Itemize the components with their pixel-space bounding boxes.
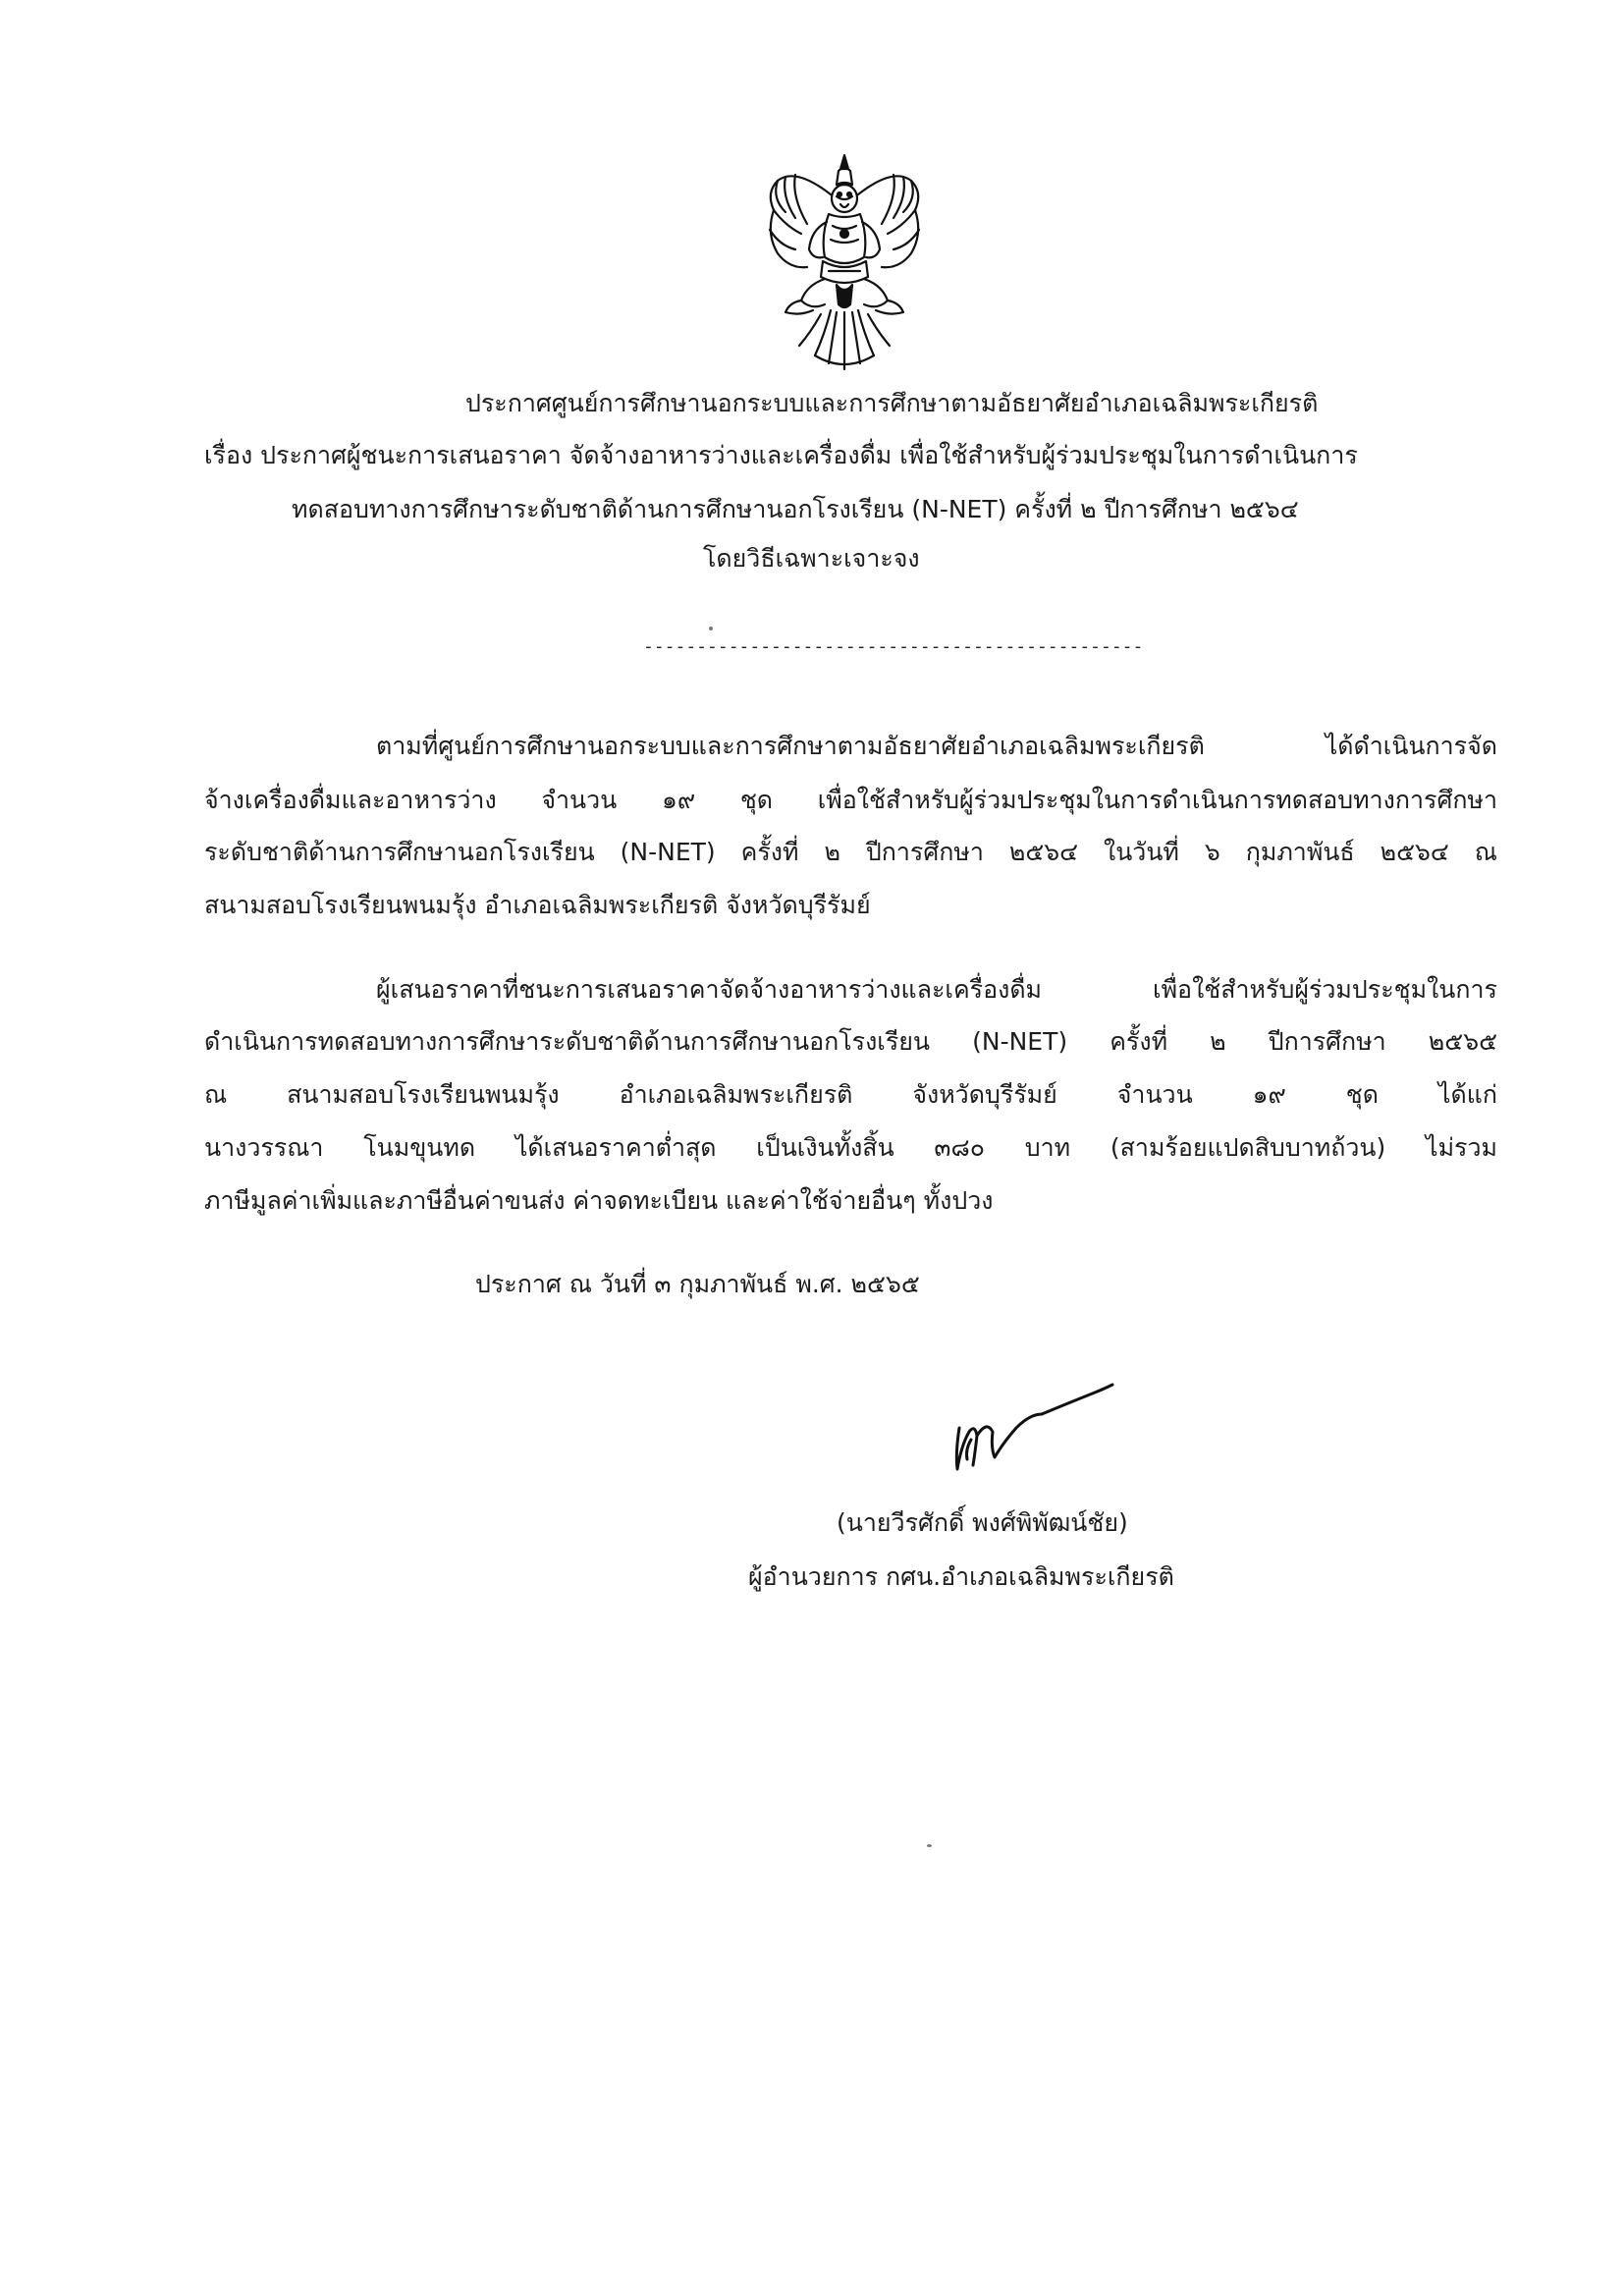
- paragraph-2-line-4: นางวรรณา โนมขุนทด ได้เสนอราคาต่ำสุด เป็นเงินทั้งสิ้น ๓๘๐ บาท (สามร้อยแปดสิบบาทถ้วน) ไม่รวม: [204, 1133, 1497, 1162]
- stray-mark-bottom: [927, 1844, 932, 1847]
- announcement-date: ประกาศ ณ วันที่ ๓ กุมภาพันธ์ พ.ศ. ๒๕๖๕: [475, 1270, 920, 1298]
- title-line-4-method: โดยวิธีเฉพาะเจาะจง: [703, 544, 920, 573]
- paragraph-2-line-5: ภาษีมูลค่าเพิ่มและภาษีอื่นค่าขนส่ง ค่าจดทะเบียน และค่าใช้จ่ายอื่นๆ ทั้งปวง: [204, 1186, 994, 1215]
- paragraph-1-line-2: จ้างเครื่องดื่มและอาหารว่าง จำนวน ๑๙ ชุด เพื่อใช้สำหรับผู้ร่วมประชุมในการดำเนินการทดสอบทางการศึกษา: [204, 786, 1497, 814]
- paragraph-2-line-1: ผู้เสนอราคาที่ชนะการเสนอราคาจัดจ้างอาหารว่างและเครื่องดื่ม เพื่อใช้สำหรับผู้ร่วมประชุมในการ: [376, 975, 1497, 1004]
- handwritten-signature: [947, 1375, 1119, 1483]
- signatory-name: (นายวีรศักดิ์ พงศ์พิพัฒน์ชัย): [837, 1508, 1128, 1537]
- paragraph-2-line-2: ดำเนินการทดสอบทางการศึกษาระดับชาติด้านการศึกษานอกโรงเรียน (N-NET) ครั้งที่ ๒ ปีการศึกษา ๒๕๖๕: [204, 1027, 1497, 1056]
- header-divider: -----------------------------------------------: [643, 636, 1144, 657]
- paragraph-1-line-4: สนามสอบโรงเรียนพนมรุ้ง อำเภอเฉลิมพระเกียรติ จังหวัดบุรีรัมย์: [204, 891, 871, 919]
- signatory-position: ผู้อำนวยการ กศน.อำเภอเฉลิมพระเกียรติ: [748, 1562, 1174, 1591]
- title-line-2-subject: เรื่อง ประกาศผู้ชนะการเสนอราคา จัดจ้างอาหารว่างและเครื่องดื่ม เพื่อใช้สำหรับผู้ร่วมประชุมในการดำเนินการ: [204, 441, 1358, 469]
- stray-mark: [709, 627, 713, 630]
- paragraph-2-line-3: ณ สนามสอบโรงเรียนพนมรุ้ง อำเภอเฉลิมพระเกียรติ จังหวัดบุรีรัมย์ จำนวน ๑๙ ชุด ได้แก่: [204, 1080, 1497, 1109]
- paragraph-1-line-1: ตามที่ศูนย์การศึกษานอกระบบและการศึกษาตามอัธยาศัยอำเภอเฉลิมพระเกียรติ ได้ดำเนินการจัด: [376, 732, 1497, 760]
- garuda-emblem-icon: [756, 147, 933, 373]
- title-line-3: ทดสอบทางการศึกษาระดับชาติด้านการศึกษานอกโรงเรียน (N-NET) ครั้งที่ ๒ ปีการศึกษา ๒๕๖๔: [292, 495, 1299, 523]
- paragraph-1-line-3: ระดับชาติด้านการศึกษานอกโรงเรียน (N-NET) ครั้งที่ ๒ ปีการศึกษา ๒๕๖๔ ในวันที่ ๖ กุมภาพันธ์ ๒๕๖๔ ณ: [204, 838, 1497, 866]
- title-line-1: ประกาศศูนย์การศึกษานอกระบบและการศึกษาตามอัธยาศัยอำเภอเฉลิมพระเกียรติ: [465, 389, 1319, 417]
